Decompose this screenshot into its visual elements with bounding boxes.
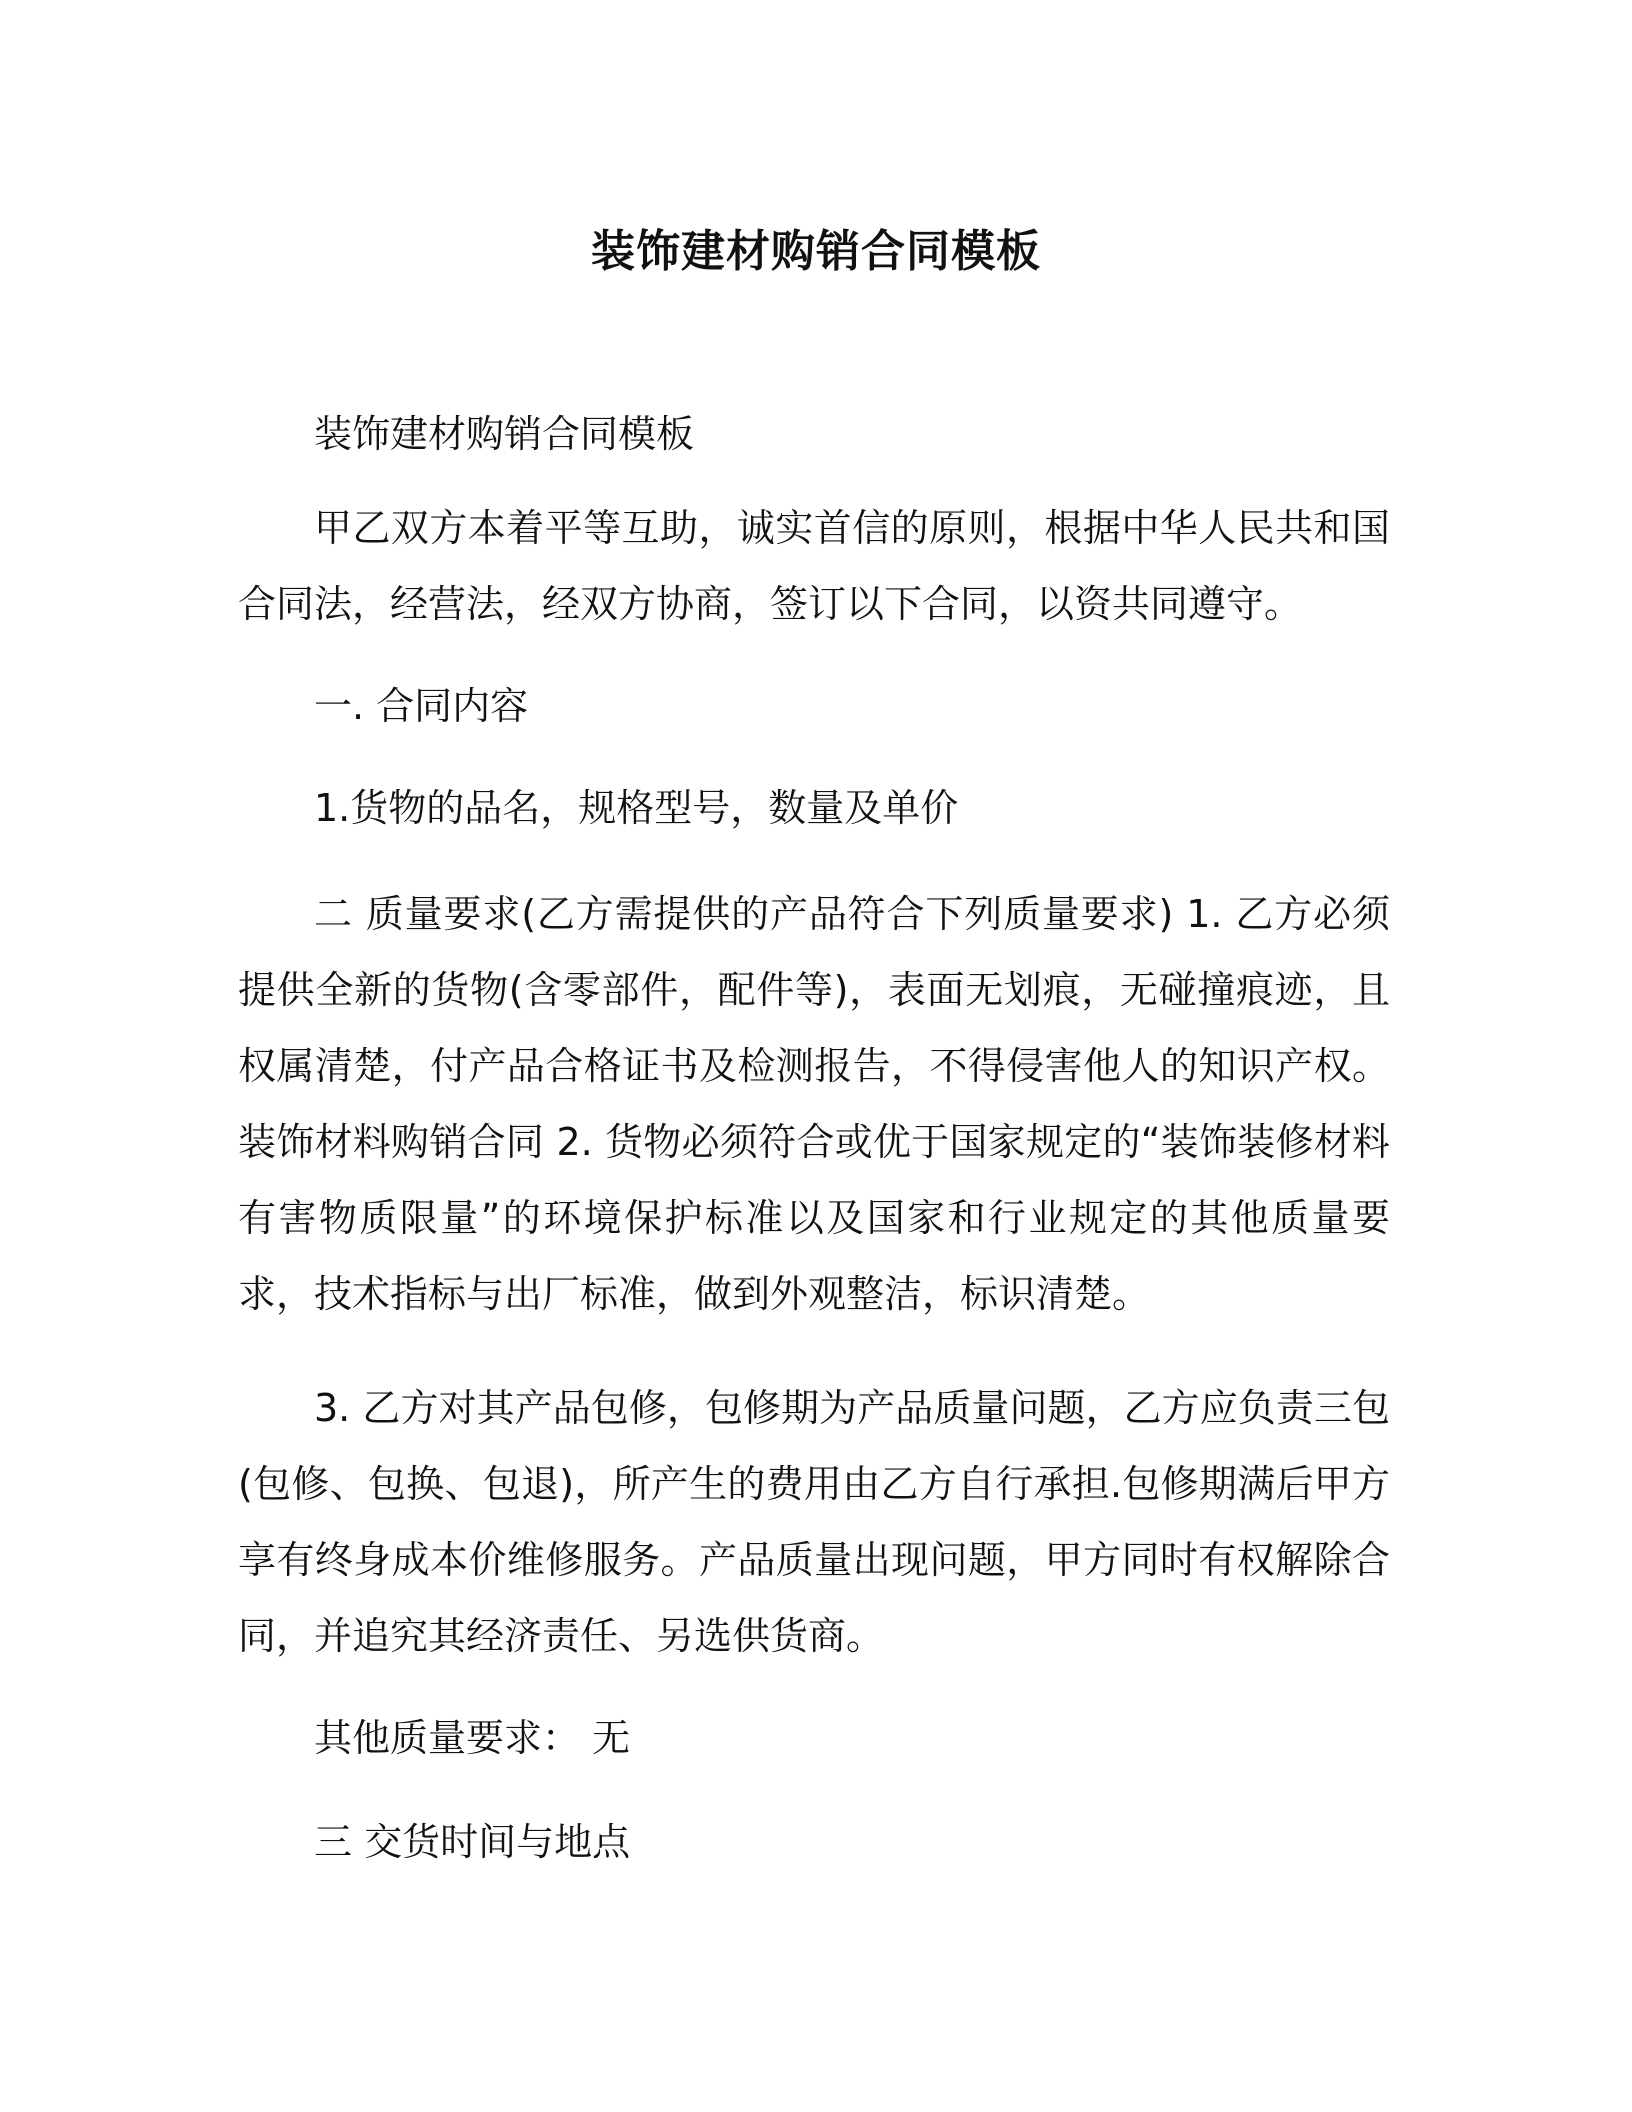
paragraph-subtitle: 装饰建材购销合同模板 — [314, 412, 695, 456]
paragraph-preamble: 甲乙双方本着平等互助，诚实首信的原则，根据中华人民共和国合同法，经营法，经双方协商，签订以下合同，以资共同遵守。 — [238, 506, 1390, 626]
paragraph-other-quality: 其他质量要求： 无 — [314, 1716, 631, 1760]
paragraph-goods-list: 1.货物的品名，规格型号，数量及单价 — [314, 786, 959, 830]
section-heading-contract-content: 一. 合同内容 — [314, 684, 529, 728]
paragraph-quality-requirements: 二 质量要求(乙方需提供的产品符合下列质量要求) 1. 乙方必须提供全新的货物(含零部件，配件等)，表面无划痕，无碰撞痕迹，且权属清楚，付产品合格证书及检测报告，不得侵害他人的知识产权。装饰材料购销合同 2. 货物必须符合或优于国家规定的“装饰装修材料有害物质限量”的环境保护标准以及国家和行业规定的其他质量要求，技术指标与出厂标准，做到外观整洁，标识清楚。 — [238, 892, 1390, 1316]
section-heading-delivery: 三 交货时间与地点 — [314, 1820, 631, 1864]
paragraph-warranty: 3. 乙方对其产品包修，包修期为产品质量问题，乙方应负责三包(包修、包换、包退)，所产生的费用由乙方自行承担.包修期满后甲方享有终身成本价维修服务。产品质量出现问题，甲方同时有权解除合同，并追究其经济责任、另选供货商。 — [238, 1386, 1390, 1658]
document-title: 装饰建材购销合同模板 — [591, 226, 1041, 277]
